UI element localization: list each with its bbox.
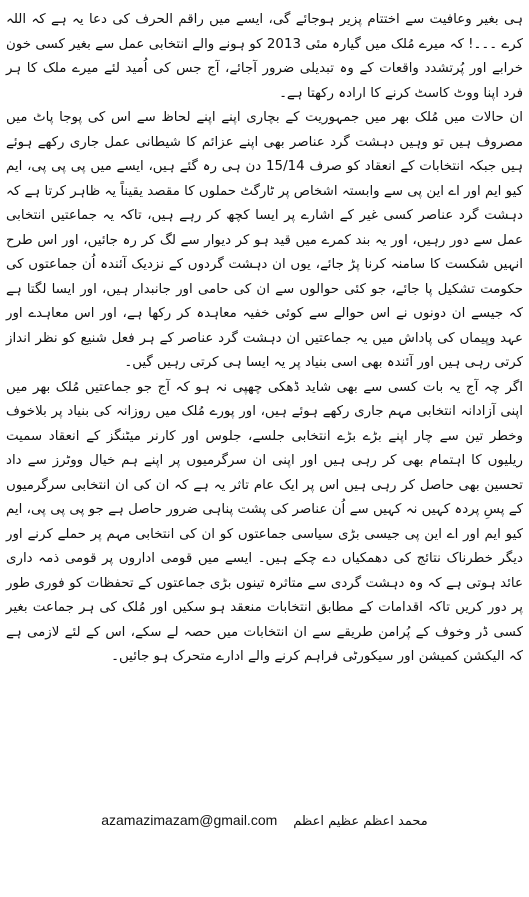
article-paragraph: ہی بغیر وعافیت سے اختتام پزیر ہوجائے گی، ایسے میں راقم الحرف کی دعا یہ ہے کہ اللہ کرے ۔۔۔! کہ میرے مُلک میں گیارہ مئی 2013 کو ہونے والے انتخابی عمل سے بغیر کسی خون خرابے اور پُرتشدد واقعات کے وہ تبدیلی ضرور آجائے، آج جس کی اُمید لئے میرے ملک کا ہر فرد اپنا ووٹ کاسٹ کرنے کا ارادہ رکھتا ہے۔	[6, 12, 524, 101]
article-paragraph: ان حالات میں مُلک بھر میں جمہوریت کے بچاری اپنے اپنے لحاظ سے اس کی پوجا پاٹ میں مصروف ہیں تو وہیں دہشت گرد عناصر بھی اپنے عزائم کا شیطانی عمل جاری رکھے ہوئے ہیں جبکہ انتخابات کے انعقاد کو صرف 15/14 دن ہی رہ گئے ہیں، ایسے میں پی پی پی، ایم کیو ایم اور اے این پی سے وابستہ اشخاص پر ٹارگٹ حملوں کا مقصد یقیناً یہ ظاہر کرتا ہے کہ دہشت گرد عناصر کسی غیر کے اشارے پر ایسا کچھ کر رہے ہیں، تاکہ یہ جماعتیں انتخابی عمل سے دور رہیں، اور یہ بند کمرے میں قید ہو کر دیوار سے لگ کر رہ جائیں، اور اس طرح انہیں شکست کا سامنہ کرنا پڑ جائے، یوں ان دہشت گردوں کے نزدیک آئندہ اُن جماعتوں کی حکومت تشکیل پا جائے، جو کئی حوالوں سے ان کی حامی اور جانبدار ہیں، اور ایسا لگتا ہے کہ جیسے ان دونوں نے اس حوالے سے کوئی خفیہ معاہدہ کر رکھا ہے، اور اس معاہدے اور عہد وپیماں کی پاداش میں یہ جماعتیں ان دہشت گرد عناصر کے ہر فعل شنیع کو نظر انداز کرتی رہی ہیں اور آئندہ بھی اسی بنیاد پر یہ ایسا ہی کرتی رہیں گیں۔	[6, 110, 524, 370]
author-name: محمد اعظم عظیم اعظم	[293, 814, 428, 829]
author-signature	[0, 812, 529, 829]
article-paragraph: اگر چہ آج یہ بات کسی سے بھی شاید ڈھکی چھپی نہ ہو کہ آج جو جماعتیں مُلک بھر میں اپنی آزادانہ انتخابی مہم جاری رکھے ہوئے ہیں، اور پورے مُلک میں روزانہ کی بنیاد پر بلاخوف وخطر تین سے چار اپنے بڑے بڑے انتخابی جلسے، جلوس اور کارنر میٹنگز کے انعقاد سمیت ریلیوں کا اہتمام بھی کر رہی ہیں اور اپنی ان سرگرمیوں پر اپنے ہم خیال ووٹرز سے داد تحسین بھی حاصل کر رہی ہیں اس پر ایک عام تاثر یہ ہے کہ ان کی ان انتخابی سرگرمیوں کے پسِ پردہ کہیں نہ کہیں سے اُن عناصر کی پشت پناہی ضرور حاصل ہے جو پی پی پی، ایم کیو ایم اور اے این پی جیسی بڑی سیاسی جماعتوں کو ان کی انتخابی مہم پر حملے کرنے اور دیگر خطرناک نتائج کی دھمکیاں دے چکے ہیں۔ ایسے میں قومی اداروں پر قومی ذمہ داری عائد ہوتی ہے کہ وہ دہشت گردی سے متاثرہ تینوں بڑی جماعتوں کے تحفظات کو فوری طور پر دور کریں تاکہ اقدامات کے مطابق انتخابات منعقد ہو سکیں اور مُلک کی ہر جماعت بغیر کسی ڈر وخوف کے پُرامن طریقے سے ان انتخابات میں حصہ لے سکے، اس کے لئے لازمی ہے کہ الیکشن کمیشن اور سیکورٹی فراہم کرنے والے ادارے متحرک ہو جائیں۔	[6, 379, 523, 664]
author-email[interactable]: azamazimazam@gmail.com	[101, 812, 278, 828]
